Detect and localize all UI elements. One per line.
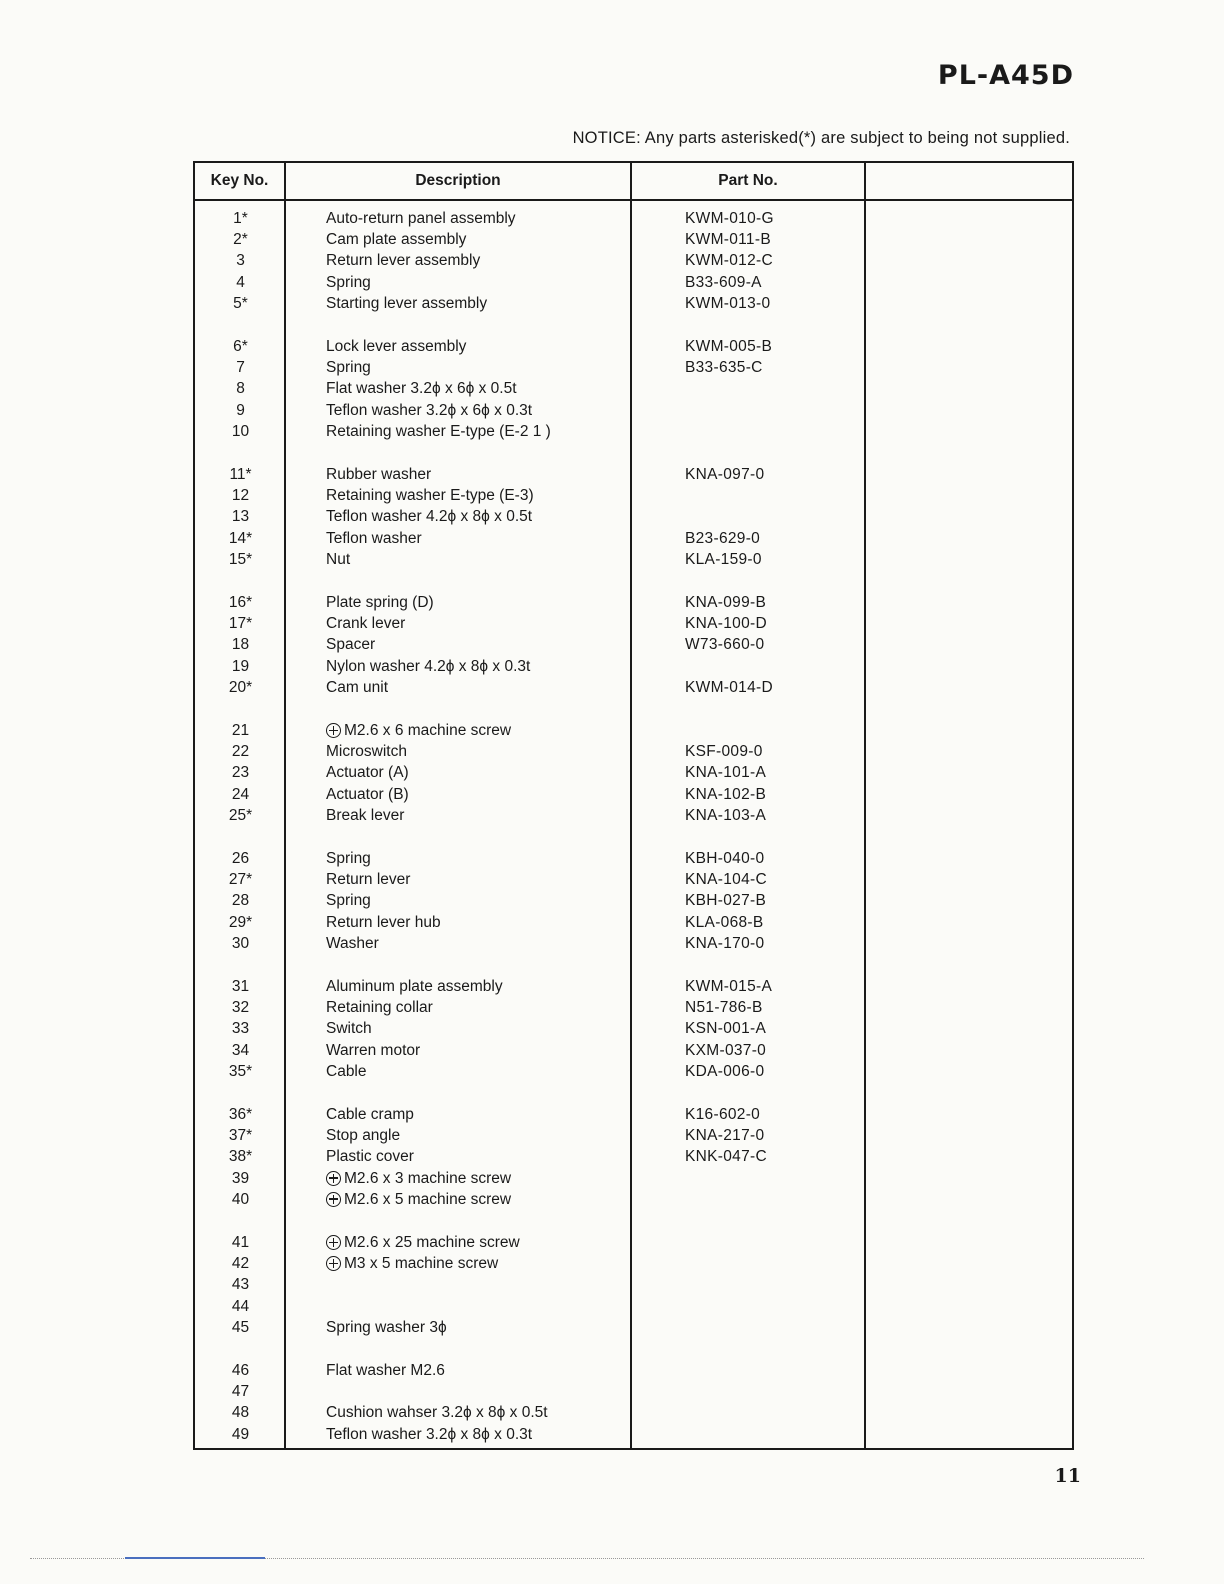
description-cell xyxy=(326,1061,367,1082)
part-number: KXM-037-0 xyxy=(685,1041,767,1059)
description-cell xyxy=(326,400,532,421)
key-number: 18 xyxy=(231,636,250,654)
part-number: KNA-097-0 xyxy=(685,466,765,483)
key-number: 11* xyxy=(229,466,252,483)
description-text: Washer xyxy=(326,934,379,952)
part-number: W73-660-0 xyxy=(685,636,765,654)
description-cell xyxy=(326,485,534,506)
part-number: B33-635-C xyxy=(685,359,763,377)
description-text: Crank lever xyxy=(326,615,406,633)
description-text: Retaining washer E-type (E-3) xyxy=(326,487,534,505)
table-row xyxy=(195,784,1072,805)
header-description: Description xyxy=(415,172,501,189)
description-text: Retaining washer E-type (E-2 1 ) xyxy=(326,422,551,440)
key-number: 7 xyxy=(236,359,245,377)
part-number: KWM-014-D xyxy=(685,678,773,696)
phillips-head-icon xyxy=(326,1235,341,1250)
table-row xyxy=(195,1274,1072,1295)
description-cell xyxy=(326,848,371,869)
description-text: Auto-return panel assembly xyxy=(326,210,516,227)
part-number: KWM-015-A xyxy=(685,978,773,995)
key-number: 48 xyxy=(231,1404,250,1422)
table-row xyxy=(195,933,1072,954)
table-row xyxy=(195,1402,1072,1423)
description-text: Return lever assembly xyxy=(326,252,481,270)
header-key: Key No. xyxy=(210,172,269,189)
description-cell xyxy=(326,1424,532,1445)
key-number: 30 xyxy=(231,934,250,952)
description-cell xyxy=(326,912,441,933)
table-row xyxy=(195,677,1072,698)
table-row xyxy=(195,229,1072,250)
table-row xyxy=(195,976,1072,997)
description-cell xyxy=(326,1125,400,1146)
description-cell xyxy=(326,1146,414,1167)
description-text: Aluminum plate assembly xyxy=(326,978,503,995)
table-row xyxy=(195,1360,1072,1381)
description-cell xyxy=(326,229,466,250)
table-row xyxy=(195,250,1072,271)
description-text: M2.6 x 5 machine screw xyxy=(344,1190,512,1208)
description-cell xyxy=(326,741,407,762)
description-cell xyxy=(326,634,375,655)
description-text: Spring xyxy=(326,850,371,867)
key-number: 32 xyxy=(231,999,250,1017)
table-row xyxy=(195,869,1072,890)
part-number: N51-786-B xyxy=(685,999,763,1017)
key-number: 9 xyxy=(236,401,245,419)
description-cell xyxy=(326,1168,511,1189)
key-number: 16* xyxy=(228,594,253,611)
description-text: Return lever hub xyxy=(326,913,441,931)
description-text: Starting lever assembly xyxy=(326,294,488,312)
key-number: 34 xyxy=(231,1041,250,1059)
key-number: 39 xyxy=(231,1169,250,1187)
description-cell xyxy=(326,784,409,805)
description-cell xyxy=(326,1189,511,1210)
part-number: KBH-027-B xyxy=(685,892,767,910)
key-number: 40 xyxy=(231,1190,250,1208)
part-number: KNA-099-B xyxy=(685,594,767,611)
description-text: Break lever xyxy=(326,806,405,824)
table-row xyxy=(195,720,1072,741)
table-row xyxy=(195,1296,1072,1317)
key-number: 26 xyxy=(231,850,250,867)
key-number: 22 xyxy=(231,743,250,761)
table-row xyxy=(195,528,1072,549)
description-cell xyxy=(326,1317,447,1338)
table-row xyxy=(195,890,1072,911)
description-cell xyxy=(326,869,410,890)
table-row xyxy=(195,1317,1072,1338)
description-cell xyxy=(326,250,480,271)
key-number: 44 xyxy=(231,1297,250,1315)
table-row xyxy=(195,592,1072,613)
table-row xyxy=(195,485,1072,506)
description-cell xyxy=(326,1402,548,1423)
key-number: 46 xyxy=(231,1362,250,1379)
description-cell xyxy=(326,293,487,314)
description-cell xyxy=(326,1360,445,1381)
description-text: Spring xyxy=(326,359,371,377)
notice-text: NOTICE: Any parts asterisked(*) are subject to being not supplied. xyxy=(572,129,1070,147)
description-text: Spring xyxy=(326,892,371,910)
table-row xyxy=(195,1146,1072,1167)
phillips-head-icon xyxy=(326,1192,341,1207)
key-number: 28 xyxy=(231,892,250,910)
key-number: 19 xyxy=(231,657,250,675)
description-cell xyxy=(326,1104,414,1125)
description-cell xyxy=(326,592,434,613)
key-number: 12 xyxy=(231,487,250,505)
description-cell xyxy=(326,272,371,293)
description-text: Return lever xyxy=(326,871,411,889)
part-number: KNA-170-0 xyxy=(685,934,765,952)
table-row xyxy=(195,378,1072,399)
table-row xyxy=(195,762,1072,783)
part-number: KSN-001-A xyxy=(685,1020,767,1038)
part-number: KBH-040-0 xyxy=(685,850,765,867)
key-number: 25* xyxy=(228,806,253,824)
part-number: KNA-103-A xyxy=(685,806,767,824)
description-cell xyxy=(326,890,371,911)
table-row xyxy=(195,805,1072,826)
key-number: 17* xyxy=(228,615,253,633)
part-number: KNA-102-B xyxy=(685,785,767,803)
table-row xyxy=(195,1168,1072,1189)
description-cell xyxy=(326,720,511,741)
description-text: Teflon washer 3.2ϕ x 8ϕ x 0.3t xyxy=(326,1425,533,1443)
description-cell xyxy=(326,506,532,527)
description-text: Cable cramp xyxy=(326,1106,414,1123)
table-row xyxy=(195,1040,1072,1061)
table-row xyxy=(195,272,1072,293)
description-text: Cam plate assembly xyxy=(326,231,467,249)
table-row xyxy=(195,656,1072,677)
part-number: KWM-010-G xyxy=(685,210,774,227)
description-cell xyxy=(326,528,422,549)
description-text: Actuator (B) xyxy=(326,785,409,803)
key-number: 27* xyxy=(228,871,253,889)
description-cell xyxy=(326,997,433,1018)
key-number: 2* xyxy=(233,231,248,249)
table-row xyxy=(195,997,1072,1018)
page-number: 11 xyxy=(1054,1465,1081,1487)
description-cell xyxy=(326,464,431,485)
table-row xyxy=(195,506,1072,527)
description-cell xyxy=(326,208,516,229)
description-cell xyxy=(326,656,530,677)
footer-accent xyxy=(125,1557,265,1559)
part-number: KWM-011-B xyxy=(685,231,771,249)
part-number: KDA-006-0 xyxy=(685,1062,765,1080)
description-text: Teflon washer 3.2ϕ x 6ϕ x 0.3t xyxy=(326,401,533,419)
description-text: Spacer xyxy=(326,636,376,654)
table-row xyxy=(195,336,1072,357)
key-number: 31 xyxy=(231,978,250,995)
part-number: KNA-217-0 xyxy=(685,1127,765,1145)
description-cell xyxy=(326,762,409,783)
description-cell xyxy=(326,1232,520,1253)
description-cell xyxy=(326,805,404,826)
key-number: 33 xyxy=(231,1020,250,1038)
table-row xyxy=(195,1189,1072,1210)
key-number: 49 xyxy=(231,1425,250,1443)
part-number: KNK-047-C xyxy=(685,1148,767,1166)
table-row xyxy=(195,848,1072,869)
description-text: M2.6 x 3 machine screw xyxy=(344,1169,512,1187)
description-cell xyxy=(326,933,379,954)
description-cell xyxy=(326,613,405,634)
table-row xyxy=(195,464,1072,485)
description-text: M3 x 5 machine screw xyxy=(344,1255,499,1273)
description-cell xyxy=(326,677,388,698)
key-number: 13 xyxy=(231,508,250,526)
part-number: KWM-012-C xyxy=(685,252,773,270)
key-number: 10 xyxy=(231,422,250,440)
key-number: 14* xyxy=(228,529,253,547)
phillips-head-icon xyxy=(326,1171,341,1186)
description-text: Plastic cover xyxy=(326,1148,414,1166)
table-row xyxy=(195,400,1072,421)
key-number: 35* xyxy=(228,1062,253,1080)
table-row xyxy=(195,912,1072,933)
key-number: 21 xyxy=(231,722,250,739)
part-number: B33-609-A xyxy=(685,273,762,291)
table-row xyxy=(195,1381,1072,1402)
part-number: KSF-009-0 xyxy=(685,743,763,761)
table-row xyxy=(195,1232,1072,1253)
part-number: KLA-159-0 xyxy=(685,550,762,568)
key-number: 24 xyxy=(231,785,250,803)
table-row xyxy=(195,208,1072,229)
part-number: KNA-104-C xyxy=(685,871,767,889)
description-text: Plate spring (D) xyxy=(326,594,434,611)
key-number: 6* xyxy=(233,338,248,355)
key-number: 29* xyxy=(228,913,253,931)
table-row xyxy=(195,1104,1072,1125)
description-text: Teflon washer 4.2ϕ x 8ϕ x 0.5t xyxy=(326,508,533,526)
table-row xyxy=(195,549,1072,570)
description-cell xyxy=(326,1253,498,1274)
key-number: 41 xyxy=(231,1234,250,1251)
key-number: 15* xyxy=(228,550,253,568)
part-number: K16-602-0 xyxy=(685,1106,761,1123)
key-number: 47 xyxy=(231,1383,250,1401)
key-number: 23 xyxy=(231,764,250,782)
description-cell xyxy=(326,1018,372,1039)
part-number: KNA-100-D xyxy=(685,615,767,633)
table-row xyxy=(195,634,1072,655)
table-row xyxy=(195,741,1072,762)
key-number: 43 xyxy=(231,1276,250,1294)
key-number: 5* xyxy=(233,294,248,312)
table-row xyxy=(195,1125,1072,1146)
part-number: KNA-101-A xyxy=(685,764,767,782)
header-part: Part No. xyxy=(718,172,778,189)
description-text: Nut xyxy=(326,550,351,568)
description-text: Cam unit xyxy=(326,678,389,696)
key-number: 36* xyxy=(228,1106,253,1123)
description-text: M2.6 x 25 machine screw xyxy=(344,1234,520,1251)
table-row xyxy=(195,1018,1072,1039)
description-cell xyxy=(326,549,350,570)
description-text: Switch xyxy=(326,1020,372,1038)
description-text: Rubber washer xyxy=(326,466,432,483)
part-number: KLA-068-B xyxy=(685,913,764,931)
phillips-head-icon xyxy=(326,1256,341,1271)
description-text: Lock lever assembly xyxy=(326,338,467,355)
table-row xyxy=(195,1061,1072,1082)
description-text: Warren motor xyxy=(326,1041,421,1059)
key-number: 1* xyxy=(233,210,248,227)
description-text: Flat washer 3.2ϕ x 6ϕ x 0.5t xyxy=(326,380,517,398)
description-text: Spring xyxy=(326,273,371,291)
description-text: Flat washer M2.6 xyxy=(326,1362,445,1379)
table-row xyxy=(195,357,1072,378)
table-row xyxy=(195,293,1072,314)
description-text: Spring washer 3ϕ xyxy=(326,1318,447,1336)
key-number: 20* xyxy=(228,678,253,696)
key-number: 42 xyxy=(231,1255,250,1273)
key-number: 8 xyxy=(236,380,245,398)
description-cell xyxy=(326,1040,420,1061)
description-text: Nylon washer 4.2ϕ x 8ϕ x 0.3t xyxy=(326,657,531,675)
description-text: Stop angle xyxy=(326,1127,401,1145)
key-number: 38* xyxy=(228,1148,253,1166)
description-text: Retaining collar xyxy=(326,999,433,1017)
table-row xyxy=(195,1253,1072,1274)
phillips-head-icon xyxy=(326,723,341,738)
model-title: PL-A45D xyxy=(937,60,1074,91)
description-text: Microswitch xyxy=(326,743,407,761)
header-divider xyxy=(195,199,1072,201)
description-cell xyxy=(326,357,371,378)
description-text: M2.6 x 6 machine screw xyxy=(344,722,512,739)
description-text: Cable xyxy=(326,1062,367,1080)
description-text: Cushion wahser 3.2ϕ x 8ϕ x 0.5t xyxy=(326,1404,548,1422)
description-cell xyxy=(326,336,466,357)
key-number: 45 xyxy=(231,1318,250,1336)
description-cell xyxy=(326,421,551,442)
table-row xyxy=(195,1424,1072,1445)
parts-table xyxy=(193,161,1074,1450)
part-number: KWM-005-B xyxy=(685,338,773,355)
part-number: KWM-013-0 xyxy=(685,294,771,312)
description-cell xyxy=(326,378,517,399)
key-number: 37* xyxy=(228,1127,253,1145)
table-row xyxy=(195,613,1072,634)
table-row xyxy=(195,421,1072,442)
description-cell xyxy=(326,976,503,997)
part-number: B23-629-0 xyxy=(685,529,761,547)
description-text: Actuator (A) xyxy=(326,764,409,782)
key-number: 4 xyxy=(236,273,245,291)
key-number: 3 xyxy=(236,252,245,270)
description-text: Teflon washer xyxy=(326,529,422,547)
